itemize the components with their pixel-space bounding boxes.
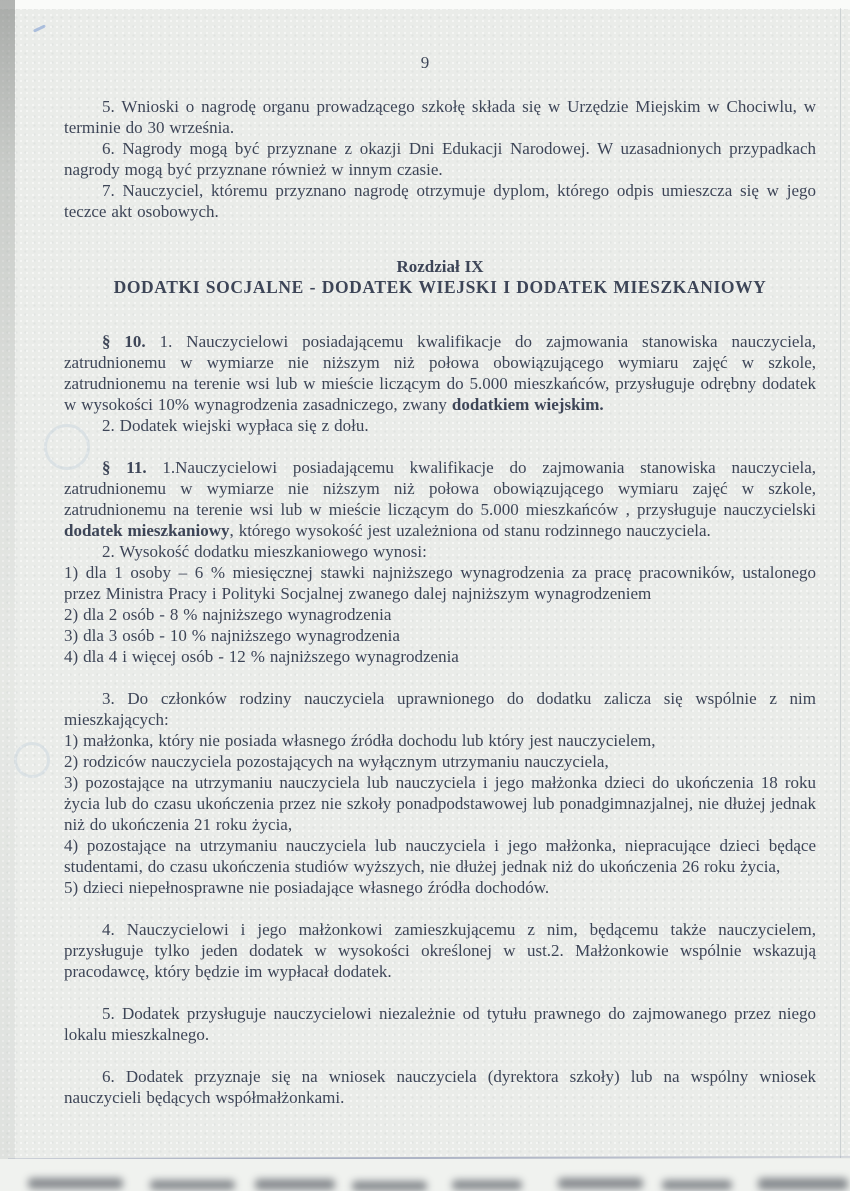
scan-smudge	[452, 1180, 522, 1190]
section-10-par-2	[64, 415, 816, 436]
text-run: 3. Do członków rodziny nauczyciela uprawnionego do dodatku zalicza się wspólnie z nim mieszkających:	[64, 689, 816, 729]
family-member-item-2	[64, 751, 816, 772]
spacer	[64, 667, 816, 688]
section-11-par-5	[64, 1003, 816, 1045]
emphasized-text: § 11.	[102, 458, 147, 477]
family-member-item-4	[64, 835, 816, 877]
scan-edge-top	[0, 0, 850, 9]
scan-smudge	[352, 1181, 427, 1191]
spacer	[64, 1045, 816, 1066]
pen-tick-artifact	[33, 24, 46, 32]
text-run: 2. Wysokość dodatku mieszkaniowego wynosi:	[102, 542, 427, 561]
text-run: 3) pozostające na utrzymaniu nauczyciela lub nauczyciela i jego małżonka dzieci do ukończenia 18 roku życia lub do czasu ukończenia przez nie szkoły ponadpodstawowej lub ponadgimnazjalnej, nie dłużej jednak niż do ukończenia 21 roku życia,	[64, 773, 816, 834]
chapter-number	[64, 256, 816, 277]
text-run: 1) dla 1 osoby – 6 % miesięcznej stawki najniższego wynagrodzenia za pracę pracowników, ustalonego przez Ministra Pracy i Polityki Socjalnej zwanego dalej najniższym wynagrodzeniem	[64, 563, 816, 603]
text-run: 7. Nauczyciel, któremu przyznano nagrodę otrzymuje dyplom, którego odpis umieszcza się w jego teczce akt osobowych.	[64, 181, 816, 221]
scan-edge-left-shadow	[0, 0, 15, 1159]
housing-rate-item-3	[64, 625, 816, 646]
housing-rate-item-1	[64, 562, 816, 604]
emphasized-text: dodatkiem wiejskim.	[451, 395, 604, 414]
text-run: 1. Nauczycielowi posiadającemu kwalifikacje do zajmowania stanowiska nauczyciela, zatrudnionemu w wymiarze nie niższym niż połowa obowiązującego wymiaru zajęć w szkole, zatrudnionemu na terenie wsi lub w mieście liczącym do 5.000 mieszkańców, przysługuje odrębny dodatek w wysokości 10% wynagrodzenia zasadniczego, zwany	[64, 332, 816, 414]
family-member-item-3	[64, 772, 816, 835]
emphasized-text: § 10.	[102, 332, 146, 351]
section-11-par-6	[64, 1066, 816, 1108]
text-run: 2) dla 2 osób - 8 % najniższego wynagrodzenia	[64, 605, 392, 624]
text-run: 4) pozostające na utrzymaniu nauczyciela lub nauczyciela i jego małżonka, niepracujące dzieci będące studentami, do czasu ukończenia studiów wyższych, nie dłużej jednak niż do ukończenia 26 roku życia,	[64, 836, 816, 876]
spacer	[64, 436, 816, 457]
scan-smudge	[255, 1179, 335, 1190]
section-11-par-3	[64, 688, 816, 730]
chapter-title	[64, 277, 816, 298]
section-11-par-1	[64, 457, 816, 541]
spacer	[64, 982, 816, 1003]
scan-smudge	[662, 1180, 732, 1190]
text-run: 1) małżonka, który nie posiada własnego źródła dochodu lub który jest nauczycielem,	[64, 731, 656, 750]
text-run: 2. Dodatek wiejski wypłaca się z dołu.	[102, 416, 369, 435]
spacer	[64, 298, 816, 331]
spacer	[64, 222, 816, 256]
section-11-par-2	[64, 541, 816, 562]
text-run: 6. Nagrody mogą być przyznane z okazji Dni Edukacji Narodowej. W uzasadnionych przypadkach nagrody mogą być przyznane również w innym czasie.	[64, 139, 816, 179]
text-run: 2) rodziców nauczyciela pozostających na wyłącznym utrzymaniu nauczyciela,	[64, 752, 609, 771]
document-text	[64, 96, 816, 1108]
text-run: 5. Wnioski o nagrodę organu prowadzącego szkołę składa się w Urzędzie Miejskim w Chociwlu, w terminie do 30 września.	[64, 97, 816, 137]
family-member-item-1	[64, 730, 816, 751]
scan-edge-right	[840, 8, 841, 1158]
clause-7	[64, 180, 816, 222]
text-run: , którego wysokość jest uzależniona od stanu rodzinnego nauczyciela.	[229, 521, 711, 540]
text-run: DODATKI SOCJALNE - DODATEK WIEJSKI I DODATEK MIESZKANIOWY	[113, 277, 767, 297]
section-11-par-4	[64, 919, 816, 982]
clause-5	[64, 96, 816, 138]
text-run: 5) dzieci niepełnosprawne nie posiadające własnego źródła dochodów.	[64, 878, 550, 897]
text-run: 1.Nauczycielowi posiadającemu kwalifikacje do zajmowania stanowiska nauczyciela, zatrudnionemu w wymiarze nie niższym niż połowa obowiązującego wymiaru zajęć w szkole, zatrudnionemu na terenie wsi lub w mieście liczącym do 5.000 mieszkańców , przysługuje nauczycielski	[64, 458, 816, 519]
housing-rate-item-2	[64, 604, 816, 625]
text-run: 4) dla 4 i więcej osób - 12 % najniższego wynagrodzenia	[64, 647, 459, 666]
scan-smudge	[558, 1178, 643, 1189]
section-10-par-1	[64, 331, 816, 415]
text-run: 4. Nauczycielowi i jego małżonkowi zamieszkującemu z nim, będącemu także nauczycielem, przysługuje tylko jeden dodatek w wysokości określonej w ust.2. Małżonkowie wspólnie wskazują pracodawcę, który będzie im wypłacał dodatek.	[64, 920, 816, 981]
page-number: 9	[420, 53, 430, 72]
text-run: 5. Dodatek przysługuje nauczycielowi niezależnie od tytułu prawnego do zajmowanego przez niego lokalu mieszkalnego.	[64, 1004, 816, 1044]
scan-smudge	[758, 1178, 848, 1190]
text-run: Rozdział IX	[396, 257, 484, 276]
text-run: 3) dla 3 osób - 10 % najniższego wynagrodzenia	[64, 626, 400, 645]
text-run: 6. Dodatek przyznaje się na wniosek nauczyciela (dyrektora szkoły) lub na wspólny wniosek nauczycieli będących współmałżonkami.	[64, 1067, 816, 1107]
spacer	[64, 898, 816, 919]
scan-smudge	[28, 1178, 123, 1189]
punch-hole-artifact	[14, 742, 50, 778]
scan-smudge	[150, 1180, 235, 1190]
housing-rate-item-4	[64, 646, 816, 667]
clause-6	[64, 138, 816, 180]
emphasized-text: dodatek mieszkaniowy	[64, 521, 230, 540]
family-member-item-5	[64, 877, 816, 898]
